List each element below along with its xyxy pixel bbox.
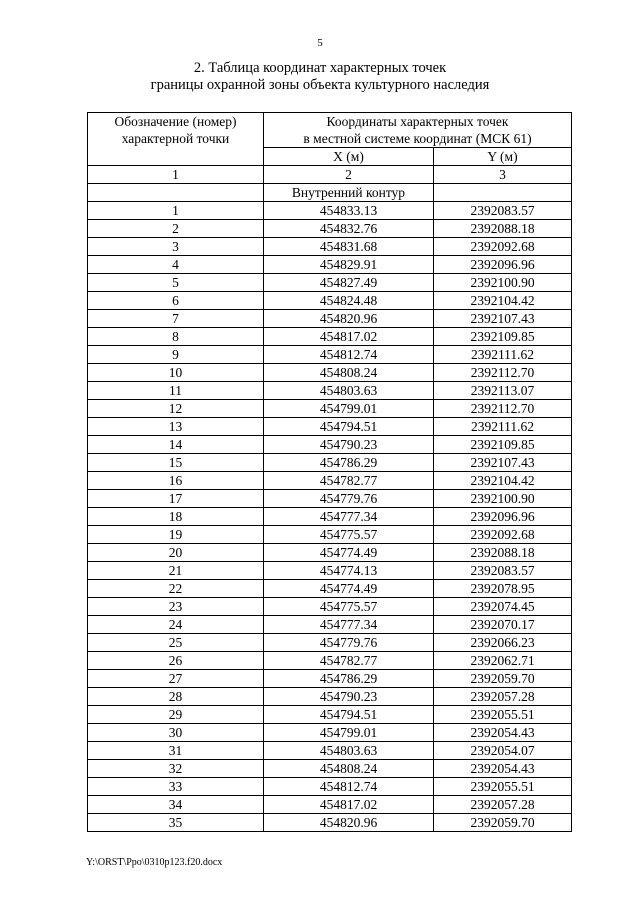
table-title [0,60,640,94]
header-x: X (м) [264,148,434,166]
point-number-cell: 30 [88,724,264,742]
point-number-cell: 34 [88,796,264,814]
header-point-designation [88,113,264,166]
y-coordinate-cell: 2392109.85 [434,436,572,454]
y-coordinate-cell: 2392104.42 [434,472,572,490]
y-coordinate-cell: 2392100.90 [434,274,572,292]
y-coordinate-cell: 2392054.43 [434,760,572,778]
table-row [88,616,572,634]
table-row [88,724,572,742]
y-coordinate-cell: 2392096.96 [434,256,572,274]
x-coordinate-cell: 454782.77 [264,652,434,670]
table-row [88,760,572,778]
x-coordinate-cell: 454794.51 [264,418,434,436]
y-coordinate-cell: 2392112.70 [434,400,572,418]
table-row [88,472,572,490]
y-coordinate-cell: 2392059.70 [434,814,572,832]
y-coordinate-cell: 2392107.43 [434,454,572,472]
point-number-cell: 7 [88,310,264,328]
x-coordinate-cell: 454799.01 [264,724,434,742]
x-coordinate-cell: 454820.96 [264,310,434,328]
y-coordinate-cell: 2392088.18 [434,544,572,562]
point-number-cell: 4 [88,256,264,274]
point-number-cell: 33 [88,778,264,796]
point-number-cell: 3 [88,238,264,256]
y-coordinate-cell: 2392113.07 [434,382,572,400]
table-row [88,364,572,382]
table-row [88,418,572,436]
point-number-cell: 18 [88,508,264,526]
point-number-cell: 5 [88,274,264,292]
header-coordinates [264,113,572,148]
point-number-cell: 35 [88,814,264,832]
x-coordinate-cell: 454799.01 [264,400,434,418]
point-number-cell: 28 [88,688,264,706]
y-coordinate-cell: 2392074.45 [434,598,572,616]
y-coordinate-cell: 2392083.57 [434,202,572,220]
point-number-cell: 17 [88,490,264,508]
table-row [88,688,572,706]
point-number-cell: 14 [88,436,264,454]
x-coordinate-cell: 454775.57 [264,598,434,616]
section-label: Внутренний контур [264,184,434,202]
header-coordinates-line-1: Координаты характерных точек [326,114,509,129]
x-coordinate-cell: 454808.24 [264,760,434,778]
table-row [88,328,572,346]
y-coordinate-cell: 2392092.68 [434,238,572,256]
table-title-line-1: 2. Таблица координат характерных точек [193,60,447,76]
y-coordinate-cell: 2392055.51 [434,778,572,796]
table-body [88,184,572,832]
y-coordinate-cell: 2392096.96 [434,508,572,526]
table-row [88,508,572,526]
table-row [88,634,572,652]
x-coordinate-cell: 454820.96 [264,814,434,832]
x-coordinate-cell: 454812.74 [264,778,434,796]
table-row [88,526,572,544]
x-coordinate-cell: 454817.02 [264,328,434,346]
header-coordinates-line-2: в местной системе координат (МСК 61) [303,131,532,146]
point-number-cell: 23 [88,598,264,616]
point-number-cell: 9 [88,346,264,364]
point-number-cell: 8 [88,328,264,346]
column-number-1: 1 [88,166,264,184]
point-number-cell: 32 [88,760,264,778]
x-coordinate-cell: 454832.76 [264,220,434,238]
table-row [88,454,572,472]
table-row [88,238,572,256]
table-row [88,562,572,580]
table-row [88,544,572,562]
point-number-cell: 25 [88,634,264,652]
y-coordinate-cell: 2392109.85 [434,328,572,346]
coordinates-table [87,112,572,832]
point-number-cell: 1 [88,202,264,220]
table-row [88,706,572,724]
point-number-cell: 29 [88,706,264,724]
point-number-cell: 27 [88,670,264,688]
x-coordinate-cell: 454812.74 [264,346,434,364]
table-row [88,382,572,400]
y-coordinate-cell: 2392107.43 [434,310,572,328]
table-row [88,652,572,670]
table-row [88,400,572,418]
page-number: 5 [317,37,323,49]
x-coordinate-cell: 454803.63 [264,382,434,400]
file-path-footer: Y:\ORST\Ppo\0310p123.f20.docx [86,857,223,868]
point-number-cell: 31 [88,742,264,760]
x-coordinate-cell: 454794.51 [264,706,434,724]
section-blank-cell [88,184,264,202]
y-coordinate-cell: 2392088.18 [434,220,572,238]
y-coordinate-cell: 2392083.57 [434,562,572,580]
x-coordinate-cell: 454775.57 [264,526,434,544]
x-coordinate-cell: 454782.77 [264,472,434,490]
x-coordinate-cell: 454779.76 [264,634,434,652]
point-number-cell: 15 [88,454,264,472]
table-row [88,436,572,454]
point-number-cell: 22 [88,580,264,598]
point-number-cell: 13 [88,418,264,436]
x-coordinate-cell: 454831.68 [264,238,434,256]
y-coordinate-cell: 2392066.23 [434,634,572,652]
table-row [88,220,572,238]
point-number-cell: 19 [88,526,264,544]
table-row [88,580,572,598]
point-number-cell: 26 [88,652,264,670]
y-coordinate-cell: 2392112.70 [434,364,572,382]
column-number-2: 2 [264,166,434,184]
header-point-designation-line-2: характерной точки [121,131,230,146]
header-y: Y (м) [434,148,572,166]
y-coordinate-cell: 2392070.17 [434,616,572,634]
x-coordinate-cell: 454827.49 [264,274,434,292]
point-number-cell: 16 [88,472,264,490]
x-coordinate-cell: 454786.29 [264,670,434,688]
y-coordinate-cell: 2392057.28 [434,796,572,814]
table-row [88,742,572,760]
y-coordinate-cell: 2392062.71 [434,652,572,670]
x-coordinate-cell: 454803.63 [264,742,434,760]
y-coordinate-cell: 2392092.68 [434,526,572,544]
column-number-3: 3 [434,166,572,184]
y-coordinate-cell: 2392100.90 [434,490,572,508]
point-number-cell: 21 [88,562,264,580]
x-coordinate-cell: 454777.34 [264,508,434,526]
x-coordinate-cell: 454786.29 [264,454,434,472]
table-row [88,598,572,616]
y-coordinate-cell: 2392055.51 [434,706,572,724]
point-number-cell: 20 [88,544,264,562]
x-coordinate-cell: 454790.23 [264,436,434,454]
x-coordinate-cell: 454790.23 [264,688,434,706]
y-coordinate-cell: 2392059.70 [434,670,572,688]
table-row [88,202,572,220]
y-coordinate-cell: 2392104.42 [434,292,572,310]
table-row [88,310,572,328]
table-row [88,490,572,508]
x-coordinate-cell: 454774.49 [264,580,434,598]
x-coordinate-cell: 454817.02 [264,796,434,814]
table-row [88,346,572,364]
x-coordinate-cell: 454829.91 [264,256,434,274]
header-point-designation-line-1: Обозначение (номер) [114,114,237,129]
table-row [88,778,572,796]
x-coordinate-cell: 454777.34 [264,616,434,634]
point-number-cell: 24 [88,616,264,634]
point-number-cell: 11 [88,382,264,400]
x-coordinate-cell: 454774.13 [264,562,434,580]
point-number-cell: 6 [88,292,264,310]
x-coordinate-cell: 454779.76 [264,490,434,508]
y-coordinate-cell: 2392111.62 [434,346,572,364]
table-title-line-2: границы охранной зоны объекта культурного наследия [150,77,490,93]
x-coordinate-cell: 454833.13 [264,202,434,220]
y-coordinate-cell: 2392057.28 [434,688,572,706]
x-coordinate-cell: 454774.49 [264,544,434,562]
y-coordinate-cell: 2392111.62 [434,418,572,436]
table-row [88,814,572,832]
y-coordinate-cell: 2392054.07 [434,742,572,760]
table-row [88,274,572,292]
point-number-cell: 2 [88,220,264,238]
point-number-cell: 12 [88,400,264,418]
table-row [88,796,572,814]
y-coordinate-cell: 2392054.43 [434,724,572,742]
table-row [88,256,572,274]
x-coordinate-cell: 454808.24 [264,364,434,382]
point-number-cell: 10 [88,364,264,382]
table-row [88,292,572,310]
x-coordinate-cell: 454824.48 [264,292,434,310]
y-coordinate-cell: 2392078.95 [434,580,572,598]
section-blank-cell [434,184,572,202]
table-row [88,670,572,688]
